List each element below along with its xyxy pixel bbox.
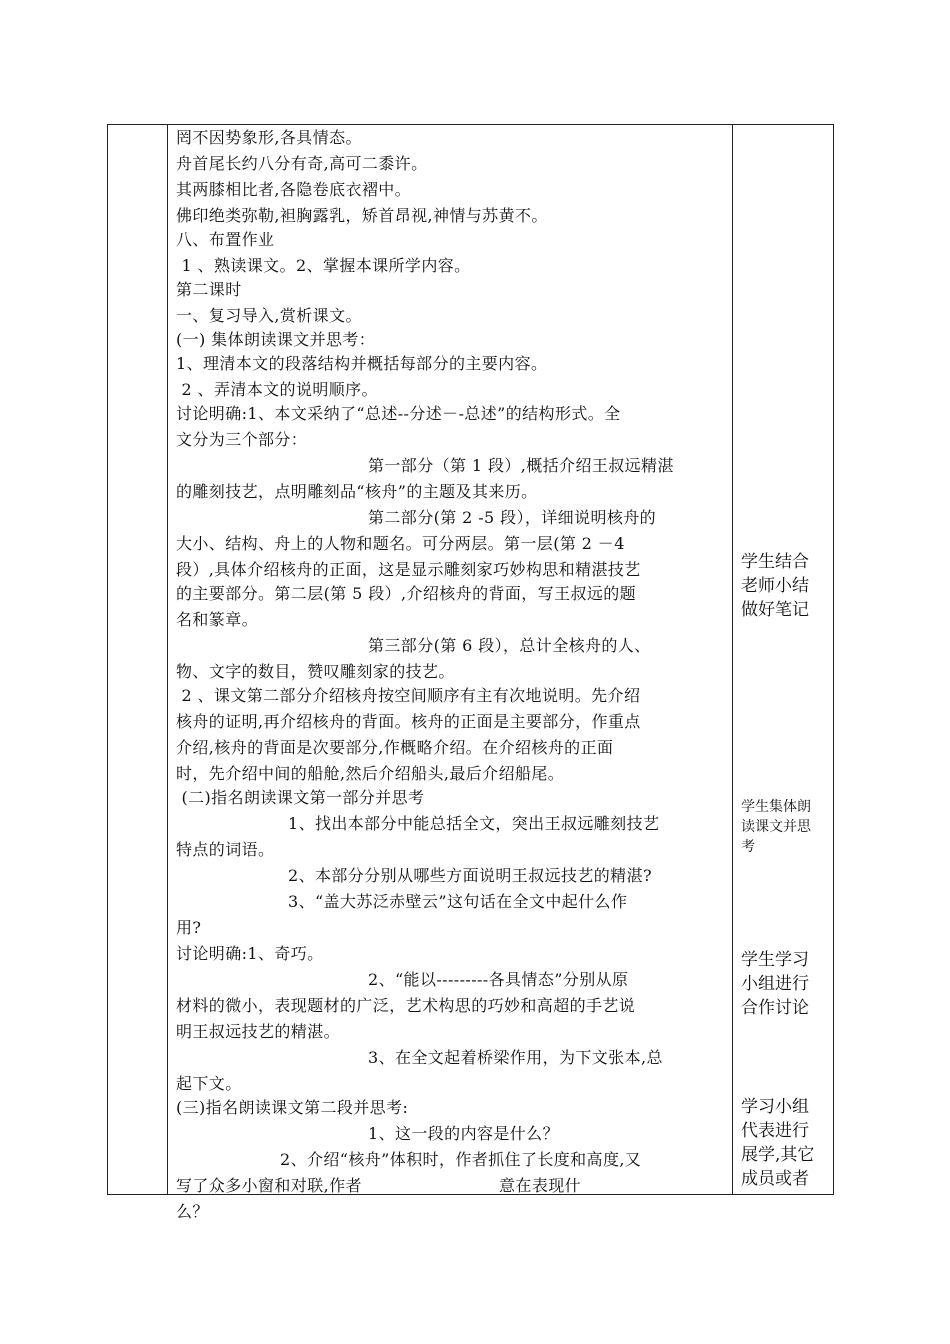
side-note-line: 考 bbox=[741, 839, 755, 855]
side-note-line: 成员或者 bbox=[741, 1169, 809, 1189]
content-line: 的主要部分。第二层(第 5 段）,介绍核舟的背面，写王叔远的题 bbox=[176, 584, 637, 603]
content-line: 3、“盖大苏泛赤壁云”这句话在全文中起什么作 bbox=[288, 892, 628, 911]
content-line: 特点的词语。 bbox=[176, 840, 275, 859]
content-line: 1 、熟读课文。2、掌握本课所学内容。 bbox=[176, 256, 471, 275]
content-line: 罔不因势象形,各具情态。 bbox=[176, 128, 362, 147]
content-line: 名和篆章。 bbox=[176, 610, 259, 629]
side-note-line: 老师小结 bbox=[741, 576, 809, 596]
content-line: 第一部分（第 1 段）,概括介绍王叔远精湛 bbox=[368, 456, 674, 475]
lesson-plan-table bbox=[107, 124, 834, 1221]
content-line: 1、这一段的内容是什么？ bbox=[368, 1124, 559, 1143]
content-line: 2、“能以---------各具情态”分别从原 bbox=[368, 970, 629, 989]
content-line: 么？ bbox=[176, 1202, 209, 1221]
content-line: 核舟的证明,再介绍核舟的背面。核舟的正面是主要部分，作重点 bbox=[176, 712, 641, 731]
content-line: 佛印绝类弥勒,袒胸露乳，矫首昂视,神情与苏黄不。 bbox=[176, 206, 548, 225]
side-note-line: 学习小组 bbox=[741, 1097, 809, 1117]
content-line: 物、文字的数目，赞叹雕刻家的技艺。 bbox=[176, 662, 455, 681]
side-note-line: 学生学习 bbox=[741, 950, 809, 970]
side-note-line: 做好笔记 bbox=[741, 600, 809, 620]
content-line: 2、介绍“核舟”体积时，作者抓住了长度和高度,又 bbox=[280, 1150, 642, 1169]
content-line: 其两膝相比者,各隐卷底衣褶中。 bbox=[176, 180, 412, 199]
column-divider-left bbox=[167, 125, 168, 1194]
side-note-line: 学生集体朗 bbox=[741, 799, 811, 815]
side-note-line: 读课文并思 bbox=[741, 819, 811, 835]
content-line: 舟首尾长约八分有奇,高可二黍许。 bbox=[176, 154, 428, 173]
content-line: 3、在全文起着桥梁作用，为下文张本,总 bbox=[368, 1048, 663, 1067]
content-line: 大小、结构、舟上的人物和题名。可分两层。第一层(第 2 －4 bbox=[176, 534, 625, 553]
content-line: 第三部分(第 6 段），总计全核舟的人、 bbox=[368, 636, 651, 655]
content-line: 1、理清本文的段落结构并概括每部分的主要内容。 bbox=[176, 354, 548, 373]
column-divider-right bbox=[732, 125, 733, 1194]
content-line: 起下文。 bbox=[176, 1074, 242, 1093]
content-line: 2、本部分分别从哪些方面说明王叔远技艺的精湛? bbox=[288, 866, 652, 885]
side-note-line: 合作讨论 bbox=[741, 998, 809, 1018]
content-line: 讨论明确:1、奇巧。 bbox=[176, 944, 324, 963]
content-line: 第二课时 bbox=[176, 280, 242, 299]
content-line: 一、复习导入,赏析课文。 bbox=[176, 306, 362, 325]
content-line: 的雕刻技艺，点明雕刻品“核舟”的主题及其来历。 bbox=[176, 482, 538, 501]
content-line: 文分为三个部分： bbox=[176, 430, 308, 449]
content-line: 八、布置作业 bbox=[176, 230, 275, 249]
content-line: 时，先介绍中间的船舱,然后介绍船头,最后介绍船尾。 bbox=[176, 764, 565, 783]
content-line: (三)指名朗读课文第二段并思考: bbox=[176, 1098, 409, 1117]
side-note-line: 小组进行 bbox=[741, 974, 809, 994]
content-line: 写了众多小窗和对联,作者 意在表现什 bbox=[176, 1176, 582, 1195]
content-line: (一) 集体朗读课文并思考： bbox=[176, 330, 376, 349]
content-line: 1、找出本部分中能总括全文，突出王叔远雕刻技艺 bbox=[288, 814, 660, 833]
content-line: 第二部分(第 2 -5 段），详细说明核舟的 bbox=[368, 508, 657, 527]
content-line: 讨论明确:1、本文采纳了“总述--分述－-总述”的结构形式。全 bbox=[176, 404, 621, 423]
content-line: 明王叔远技艺的精湛。 bbox=[176, 1022, 341, 1041]
side-note-line: 展学,其它 bbox=[741, 1145, 815, 1165]
content-line: 用? bbox=[176, 918, 202, 937]
side-note-line: 学生结合 bbox=[741, 552, 809, 572]
content-line: 材料的微小，表现题材的广泛，艺术构思的巧妙和高超的手艺说 bbox=[176, 996, 636, 1015]
content-line: 介绍,核舟的背面是次要部分,作概略介绍。在介绍核舟的正面 bbox=[176, 738, 614, 757]
side-note-line: 代表进行 bbox=[741, 1121, 809, 1141]
content-line: 段）,具体介绍核舟的正面，这是显示雕刻家巧妙构思和精湛技艺 bbox=[176, 560, 641, 579]
content-line: 2 、弄清本文的说明顺序。 bbox=[176, 380, 378, 399]
content-line: (二)指名朗读课文第一部分并思考 bbox=[176, 788, 425, 807]
content-line: 2 、课文第二部分介绍核舟按空间顺序有主有次地说明。先介绍 bbox=[176, 686, 641, 705]
